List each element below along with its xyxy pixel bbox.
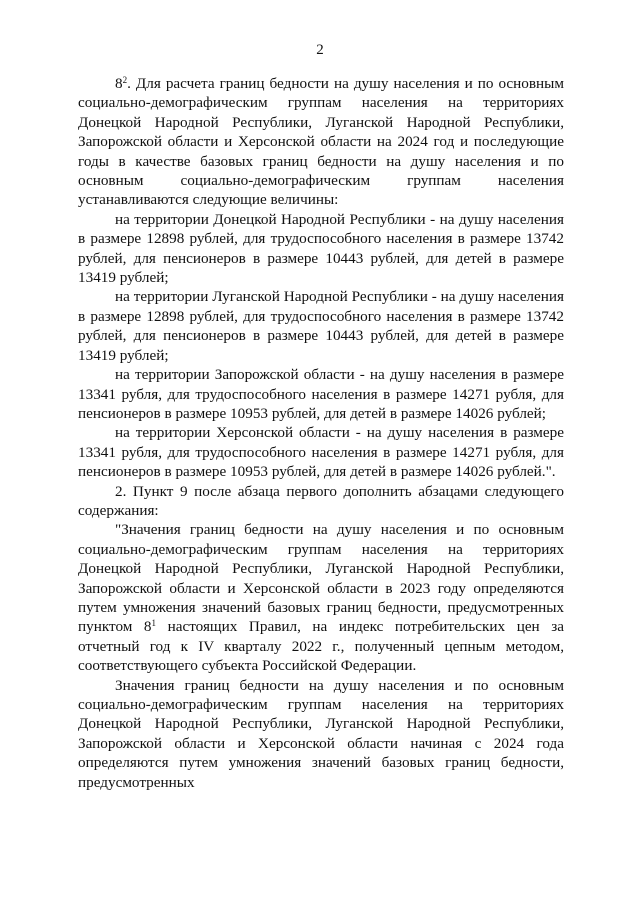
paragraph-text: на территории Луганской Народной Республики - на душу населения в размере 12898 рублей, для трудоспособного населения в размере 13742 рублей, для пенсионеров в размере 10443 рублей, для детей в размере 13419 рублей;	[78, 288, 564, 364]
paragraph-text: на территории Херсонской области - на душу населения в размере 13341 рубля, для трудоспособного населения в размере 14271 рубля, для пенсионеров в размере 10953 рублей, для детей в размере 14026 рублей.".	[78, 424, 564, 481]
paragraph-text: на территории Донецкой Народной Республики - на душу населения в размере 12898 рублей, для трудоспособного населения в размере 13742 рублей, для пенсионеров в размере 10443 рублей, для детей в размере 13419 рублей;	[78, 210, 564, 287]
paragraph-text: настоящих Правил, на индекс потребительских цен за отчетный год к IV кварталу 2022 г., полученный цепным методом, соответствующего субъекта Российской Федерации.	[78, 618, 564, 675]
paragraph-text: на территории Запорожской области - на душу населения в размере 13341 рубля, для трудоспособного населения в размере 14271 рубля, для пенсионеров в размере 10953 рублей, для детей в размере 14026 рублей;	[78, 366, 564, 422]
page-number: 2	[316, 42, 324, 58]
superscript: 2	[122, 75, 128, 85]
paragraph-text: . Для расчета границ бедности на душу населения и по основным социально-демографическим группам населения на территориях Донецкой Народной Республики, Луганской Народной Республики, Запорожской области и Херсонской области на 2024 год и последующие годы в качестве базовых границ бедности на душу населения и по основным социально-демографическим группам населения устанавливаются следующие величины:	[78, 75, 564, 209]
paragraph-2023-values	[78, 520, 564, 675]
paragraph-2024-values	[78, 676, 564, 792]
paragraph-zaporozhye	[78, 365, 564, 423]
paragraph-8-2	[78, 74, 564, 210]
paragraph-text: Значения границ бедности на душу населения и по основным социально-демографическим группам населения на территориях Донецкой Народной Республики, Луганской Народной Республики, Запорожской области и Херсонской области начиная с 2024 года определяются путем умножения значений базовых границ бедности, предусмотренных	[78, 676, 564, 791]
superscript: 1	[151, 618, 157, 629]
paragraph-item-2	[78, 482, 564, 521]
paragraph-text: 8	[115, 75, 123, 92]
paragraph-kherson	[78, 423, 564, 481]
paragraph-text: "Значения границ бедности на душу населения и по основным социально-демографическим группам населения на территориях Донецкой Народной Республики, Луганской Народной Республики, Запорожской области и Херсонской области в 2023 году определяются путем умножения значений базовых границ бедности, предусмотренных пунктом 8	[78, 521, 564, 636]
paragraph-donetsk	[78, 210, 564, 288]
paragraph-lugansk	[78, 287, 564, 365]
paragraph-text: 2. Пункт 9 после абзаца первого дополнить абзацами следующего содержания:	[78, 482, 564, 519]
document-body	[78, 74, 564, 792]
